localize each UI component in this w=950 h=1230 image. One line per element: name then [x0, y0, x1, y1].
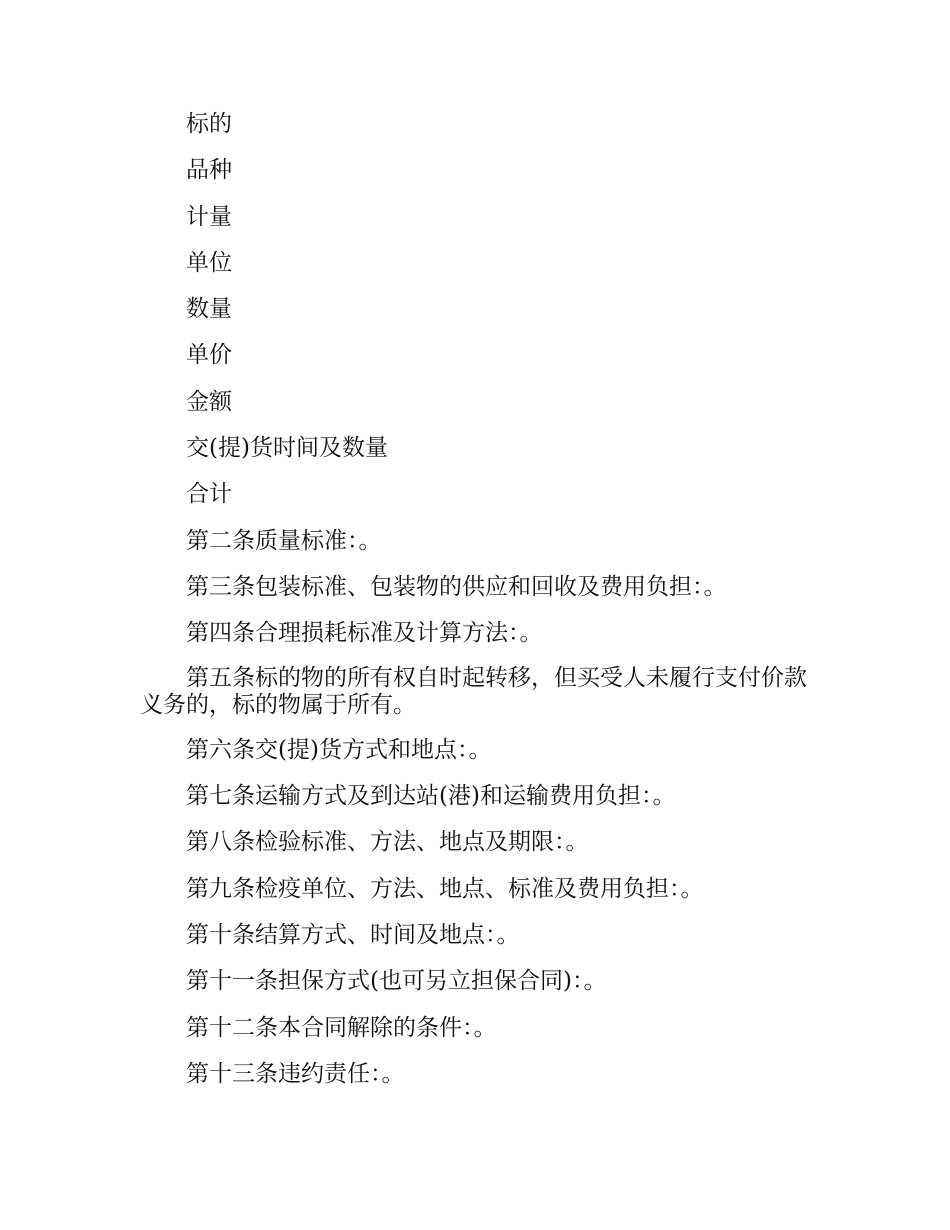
clause-4: 第四条合理损耗标准及计算方法：。	[186, 620, 543, 647]
clause-9: 第九条检疫单位、方法、地点、标准及费用负担：。	[186, 875, 704, 902]
clause-8: 第八条检验标准、方法、地点及期限：。	[186, 829, 589, 856]
clause-3: 第三条包装标准、包装物的供应和回收及费用负担：。	[186, 573, 727, 600]
text-line-variety: 品种	[186, 157, 232, 184]
clause-7: 第七条运输方式及到达站(港)和运输费用负担：。	[186, 783, 676, 810]
clause-11: 第十一条担保方式(也可另立担保合同)：。	[186, 968, 607, 995]
clause-10: 第十条结算方式、时间及地点：。	[186, 922, 520, 949]
text-line-total: 合计	[186, 481, 232, 508]
clause-12: 第十二条本合同解除的条件：。	[186, 1014, 497, 1041]
text-line-unit-price: 单价	[186, 342, 232, 369]
clause-13: 第十三条违约责任：。	[186, 1060, 405, 1087]
text-line-quantity: 数量	[186, 296, 232, 323]
clause-5: 第五条标的物的所有权自时起转移，但买受人未履行支付价款义务的，标的物属于所有。	[140, 664, 807, 718]
text-line-amount: 金额	[186, 388, 232, 415]
text-line-subject: 标的	[186, 111, 232, 137]
text-line-unit: 单位	[186, 249, 232, 276]
clause-2: 第二条质量标准：。	[186, 527, 382, 554]
text-line-measure: 计量	[186, 203, 232, 230]
document-body	[140, 109, 810, 1105]
text-line-delivery-time: 交(提)货时间及数量	[186, 435, 388, 462]
clause-6: 第六条交(提)货方式和地点：。	[186, 736, 492, 763]
